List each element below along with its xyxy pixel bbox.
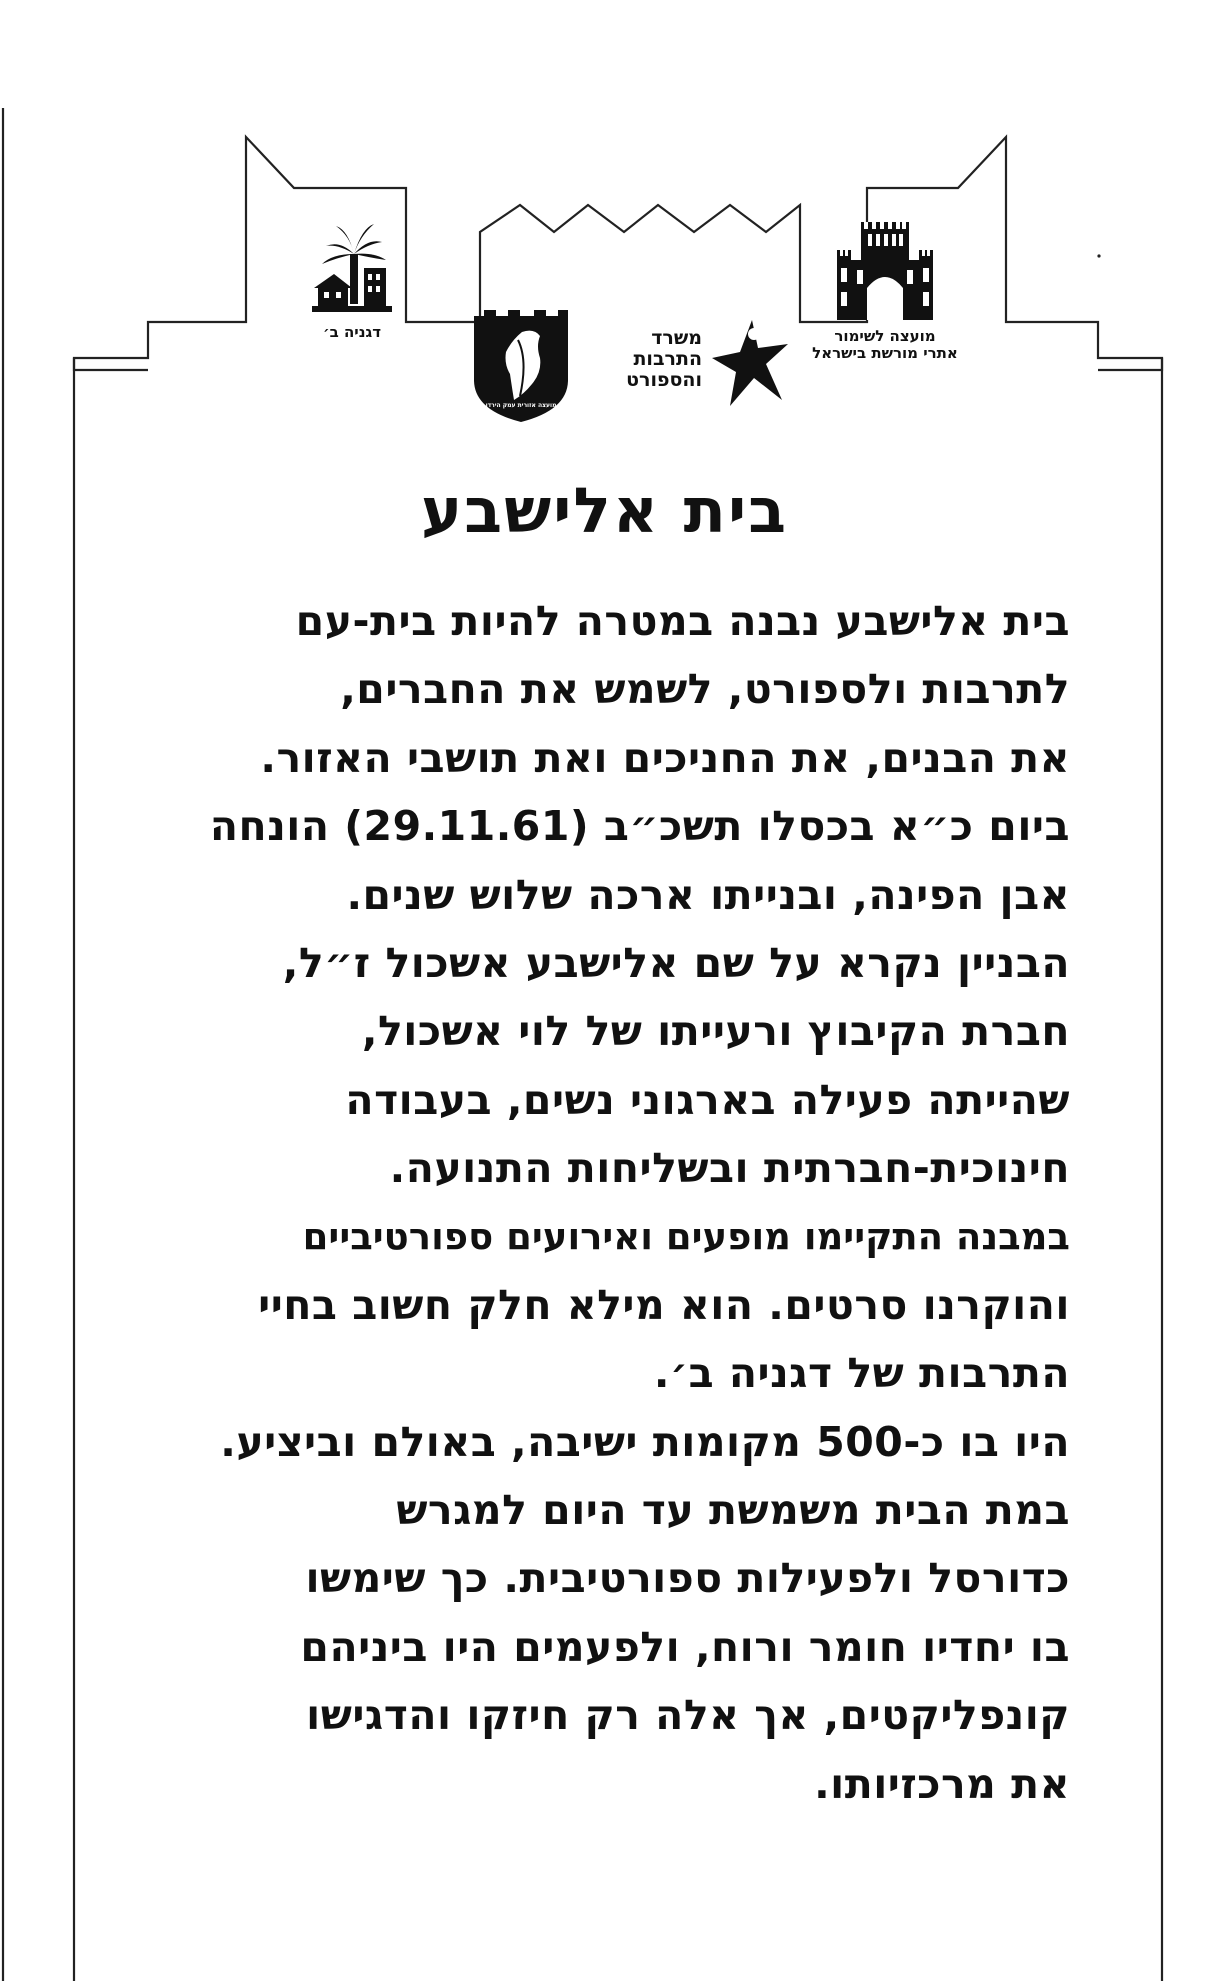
degania-caption: דגניה ב׳ <box>322 323 382 341</box>
sign-body <box>165 587 1070 1818</box>
body-line: והוקרנו סרטים. הוא מילא חלק חשוב בחיי <box>258 1280 1070 1329</box>
body-line: אבן הפינה, ובנייתו ארכה שלוש שנים. <box>346 870 1070 919</box>
body-line: בו יחדיו חומר ורוח, ולפעמים היו ביניהם <box>300 1622 1070 1671</box>
castle-gate-icon <box>837 222 933 320</box>
regional-council-caption: מועצה אזורית עמק הירדן <box>485 402 557 409</box>
body-line: קונפליקטים, אך אלה רק חיזקו והדגישו <box>306 1691 1070 1740</box>
ministry-caption-1: משרד <box>651 327 702 349</box>
body-line: התרבות של דגניה ב׳. <box>653 1349 1070 1398</box>
ministry-caption <box>626 328 702 391</box>
body-line: במבנה התקיימו מופעים ואירועים ספורטיביים <box>302 1214 1070 1258</box>
star-figure-icon <box>710 318 792 408</box>
body-line: במת הבית משמשת עד היום למגרש <box>396 1486 1070 1535</box>
body-line: בית אלישבע נבנה במטרה להיות בית-עם <box>295 597 1070 645</box>
body-line: חברת הקיבוץ ורעייתו של לוי אשכול, <box>361 1007 1070 1056</box>
palm-tree-houses-icon <box>312 220 392 320</box>
heritage-council-caption-2: אתרי מורשת בישראל <box>812 343 958 362</box>
ministry-caption-3: והספורט <box>626 368 702 391</box>
heritage-council-caption-1: מועצה לשימור <box>834 327 936 345</box>
body-line: היו בו כ-500 מקומות ישיבה, באולם וביציע. <box>220 1417 1070 1466</box>
ministry-culture-sport-logo <box>612 318 792 418</box>
heritage-council-logo <box>810 222 960 361</box>
sign-title: בית אלישבע <box>420 474 789 547</box>
body-line: כדורסל ולפעילות ספורטיבית. כך שימשו <box>305 1554 1070 1603</box>
ministry-caption-2: התרבות <box>633 347 702 370</box>
body-line: שהייתה פעילה בארגוני נשים, בעבודה <box>345 1075 1070 1124</box>
body-line: חינוכית-חברתית ובשליחות התנועה. <box>389 1144 1070 1193</box>
regional-council-shield-logo <box>470 310 572 422</box>
body-line: הבניין נקרא על שם אלישבע אשכול ז״ל, <box>282 938 1070 987</box>
body-line: ביום כ״א בכסלו תשכ״ב (29.11.61) הונחה <box>209 802 1070 851</box>
body-line: את מרכזיותו. <box>814 1759 1070 1808</box>
degania-logo <box>306 220 398 341</box>
body-line: לתרבות ולספורט, לשמש את החברים, <box>340 665 1070 714</box>
body-line: את הבנים, את החניכים ואת תושבי האזור. <box>260 733 1070 782</box>
